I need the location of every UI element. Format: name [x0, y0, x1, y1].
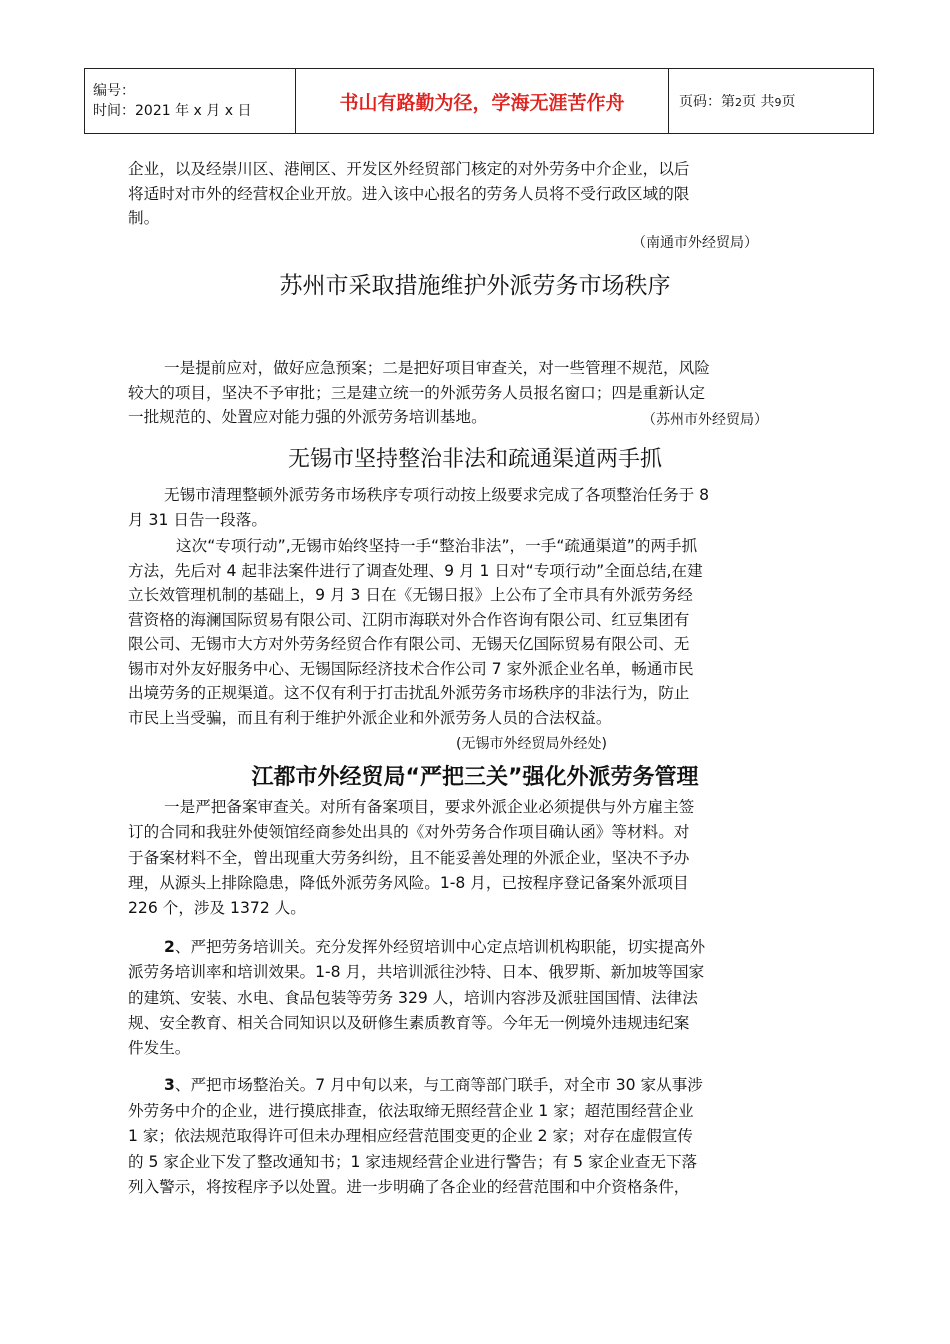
paragraph-line: 列入警示，将按程序予以处置。进一步明确了各企业的经营范围和中介资格条件，: [128, 1178, 690, 1197]
header-meta-cell: [85, 69, 296, 134]
paragraph-line: 制。: [128, 209, 160, 227]
jiangdu-item-1: [128, 795, 838, 921]
paragraph-line: 限公司、无锡市大方对外劳务经贸合作有限公司、无锡天亿国际贸易有限公司、无: [128, 635, 690, 653]
item-text: 、严把市场整治关。7 月中旬以来，与工商等部门联手，对全市 30 家从事涉: [174, 1076, 703, 1094]
page-total: 9: [774, 96, 782, 109]
time-label: 时间：2021 年 x 月 x 日: [93, 103, 252, 119]
suzhou-title: 苏州市采取措施维护外派劳务市场秩序: [279, 273, 671, 299]
paragraph-line: 件发生。: [128, 1039, 191, 1058]
paragraph-line: 方法，先后对 4 起非法案件进行了调查处理、9 月 1 日对“专项行动”全面总结,在建: [128, 561, 703, 580]
item-number: 3: [164, 1076, 175, 1094]
paragraph-line: 1 家；依法规范取得许可但未办理相应经营范围变更的企业 2 家；对存在虚假宣传: [128, 1127, 693, 1146]
nantong-paragraph: [128, 157, 838, 231]
paragraph-line: 外劳务中介的企业，进行摸底排查，依法取缔无照经营企业 1 家；超范围经营企业: [128, 1101, 694, 1120]
document-header-table: [84, 68, 874, 134]
paragraph-line: 的建筑、安装、水电、食品包装等劳务 329 人，培训内容涉及派驻国国情、法律法: [128, 988, 698, 1007]
code-label: 编号：: [93, 83, 135, 99]
item-text: 、严把劳务培训关。充分发挥外经贸培训中心定点培训机构职能，切实提高外: [174, 938, 706, 956]
paragraph-line: 规、安全教育、相关合同知识以及研修生素质教育等。今年无一例境外违规违纪案: [128, 1013, 690, 1032]
jiangdu-title: 江都市外经贸局“严把三关”强化外派劳务管理: [251, 765, 699, 790]
paragraph-line: 企业，以及经崇川区、港闸区、开发区外经贸部门核定的对外劳务中介企业，以后: [128, 160, 690, 178]
paragraph-line: 立长效管理机制的基础上，9 月 3 日在《无锡日报》上公布了全市具有外派劳务经: [128, 586, 693, 604]
paragraph-line: 无锡市清理整顿外派劳务市场秩序专项行动按上级要求完成了各项整治任务于 8: [164, 486, 710, 504]
nantong-source: （南通市外经贸局）: [632, 235, 758, 251]
wuxi-title: 无锡市坚持整治非法和疏通渠道两手抓: [287, 447, 662, 472]
wuxi-paragraph-2: [128, 534, 838, 730]
paragraph-line: [128, 935, 838, 960]
paragraph-line: 理，从源头上排除隐患，降低外派劳务风险。1-8 月，已按程序登记备案外派项目: [128, 873, 689, 892]
paragraph-line: 较大的项目，坚决不予审批；三是建立统一的外派劳务人员报名窗口；四是重新认定: [128, 383, 705, 402]
page-indicator: [669, 69, 874, 134]
paragraph-line: 锡市对外友好服务中心、无锡国际经济技术合作公司 7 家外派企业名单，畅通市民: [128, 659, 694, 678]
page-current: 2: [735, 96, 742, 109]
paragraph-line: 订的合同和我驻外使领馆经商参处出具的《对外劳务合作项目确认函》等材料。对: [128, 823, 690, 842]
paragraph-line: [128, 1073, 838, 1099]
paragraph-line: 市民上当受骗，而且有利于维护外派企业和外派劳务人员的合法权益。: [128, 708, 612, 727]
item-number: 2: [164, 938, 175, 956]
header-motto: 书山有路勤为径，学海无涯苦作舟: [296, 69, 669, 134]
wuxi-paragraph-1: [128, 483, 838, 532]
paragraph-line: 226 个，涉及 1372 人。: [128, 899, 306, 918]
suzhou-source: （苏州市外经贸局）: [642, 412, 768, 428]
jiangdu-item-3: [128, 1073, 838, 1201]
paragraph-line: 一是严把备案审查关。对所有备案项目，要求外派企业必须提供与外方雇主签: [164, 798, 695, 816]
page-middle: 页 共: [742, 94, 775, 110]
paragraph-line: 派劳务培训率和培训效果。1-8 月，共培训派往沙特、日本、俄罗斯、新加坡等国家: [128, 963, 705, 982]
paragraph-line: 的 5 家企业下发了整改通知书；1 家违规经营企业进行警告；有 5 家企业查无下落: [128, 1152, 698, 1171]
paragraph-line: 一批规范的、处置应对能力强的外派劳务培训基地。: [128, 408, 487, 426]
page-prefix: 页码：第: [679, 94, 735, 110]
paragraph-line: 月 31 日告一段落。: [128, 510, 267, 529]
paragraph-line: 这次“专项行动”,无锡市始终坚持一手“整治非法”，一手“疏通渠道”的两手抓: [176, 537, 698, 555]
paragraph-line: 营资格的海澜国际贸易有限公司、江阴市海联对外合作咨询有限公司、红豆集团有: [128, 610, 690, 629]
paragraph-line: 于备案材料不全，曾出现重大劳务纠纷，且不能妥善处理的外派企业，坚决不予办: [128, 848, 690, 867]
paragraph-line: 将适时对市外的经营权企业开放。进入该中心报名的劳务人员将不受行政区域的限: [128, 184, 690, 203]
page-suffix: 页: [781, 94, 796, 110]
paragraph-line: 出境劳务的正规渠道。这不仅有利于打击扰乱外派劳务市场秩序的非法行为，防止: [128, 684, 690, 702]
wuxi-source: (无锡市外经贸局外经处): [456, 736, 607, 752]
paragraph-line: 一是提前应对，做好应急预案；二是把好项目审查关，对一些管理不规范，风险: [164, 359, 710, 377]
jiangdu-item-2: [128, 935, 838, 1061]
